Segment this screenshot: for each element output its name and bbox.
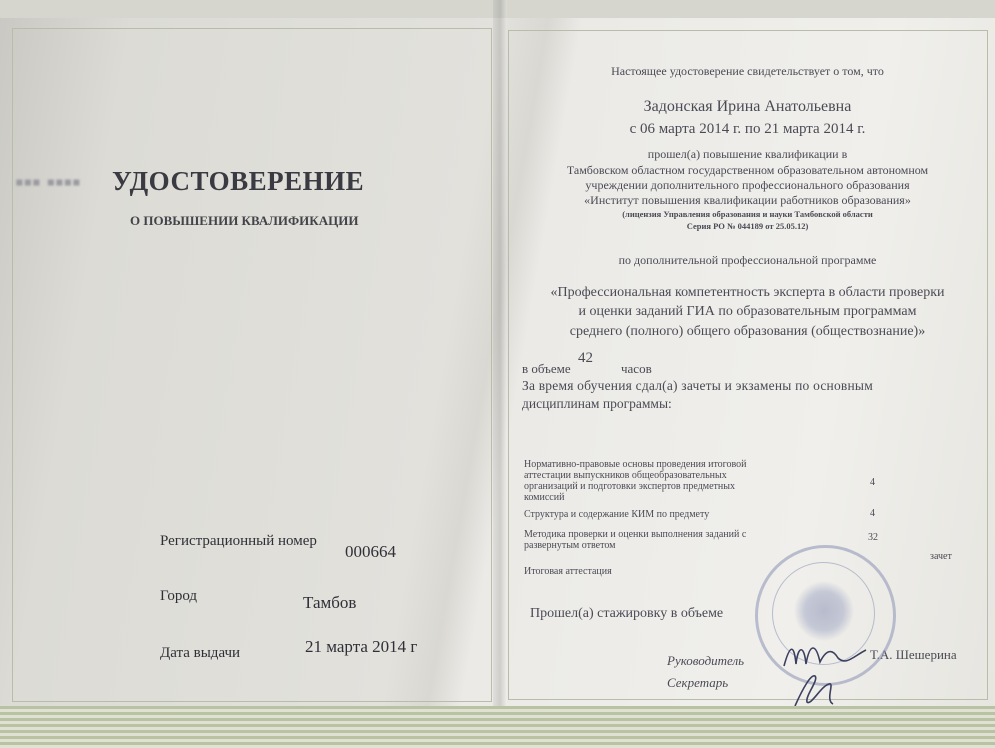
head-name: Т.А. Шешерина [870,647,957,662]
final-attestation-value: зачет [930,551,952,562]
volume-label: в объеме [522,361,571,376]
training-period: с 06 марта 2014 г. по 21 марта 2014 г. [629,121,866,137]
right-page [500,0,995,748]
issue-date-value: 21 марта 2014 г [305,637,418,656]
city-label: Город [160,588,198,604]
holder-name: Задонская Ирина Анатольевна [643,98,852,115]
license-line-2: Серия РО № 044189 от 25.05.12) [686,221,809,231]
discipline-1-line-3: организаций и подготовки экспертов предметных [524,481,735,492]
discipline-3-line-1: Методика проверки и оценки выполнения заданий с [524,529,747,540]
reg-number-label: Регистрационный номер [160,533,317,549]
left-page-border [12,28,492,702]
discipline-3-line-2: развернутым ответом [524,540,616,551]
license-line-1: (лицензия Управления образования и науки Тамбовской области [622,209,873,219]
final-attestation-label: Итоговая аттестация [524,566,612,577]
exams-line-1: За время обучения сдал(а) зачеты и экзамены по основным [522,378,873,393]
institution-line-1: Тамбовском областном государственном образовательном автономном [566,163,929,177]
city-value: Тамбов [303,593,357,612]
discipline-1-line-1: Нормативно-правовые основы проведения итоговой [524,459,747,470]
volume-unit: часов [621,361,652,376]
volume-value: 42 [578,350,593,366]
certificate-title: УДОСТОВЕРЕНИЕ [112,166,365,196]
decorative-bottom-border [0,706,995,748]
faded-print-mark: ▪▪▪ ▪▪▪▪ [15,170,81,196]
internship-text: Прошел(а) стажировку в объеме [530,606,724,621]
institution-line-3: «Институт повышения квалификации работников образования» [584,193,911,207]
certificate-subtitle: О ПОВЫШЕНИИ КВАЛИФИКАЦИИ [130,213,359,228]
seal-emblem [794,580,854,642]
discipline-2-line-1: Структура и содержание КИМ по предмету [524,509,710,520]
discipline-1-hours: 4 [870,477,875,488]
intro-text: Настоящее удостоверение свидетельствует о том, что [611,64,884,78]
program-line-2: и оценки заданий ГИА по образовательным программам [578,304,917,319]
discipline-1-line-2: аттестации выпускников общеобразовательных [524,470,727,481]
discipline-3-hours: 32 [868,532,878,543]
program-intro: по дополнительной профессиональной программе [618,253,877,267]
program-line-3: среднего (полного) общего образования (обществознание)» [569,324,926,339]
passed-text: прошел(а) повышение квалификации в [647,147,848,161]
program-line-1: «Профессиональная компетентность эксперта в области проверки [550,285,945,300]
exams-line-2: дисциплинам программы: [522,396,672,411]
institution-line-2: учреждении дополнительного профессионального образования [585,178,910,192]
issue-date-label: Дата выдачи [160,645,241,661]
discipline-2-hours: 4 [870,508,875,519]
head-label: Руководитель [667,653,745,668]
reg-number-value: 000664 [345,542,396,561]
discipline-1-line-4: комиссий [524,492,565,503]
secretary-label: Секретарь [667,675,729,690]
